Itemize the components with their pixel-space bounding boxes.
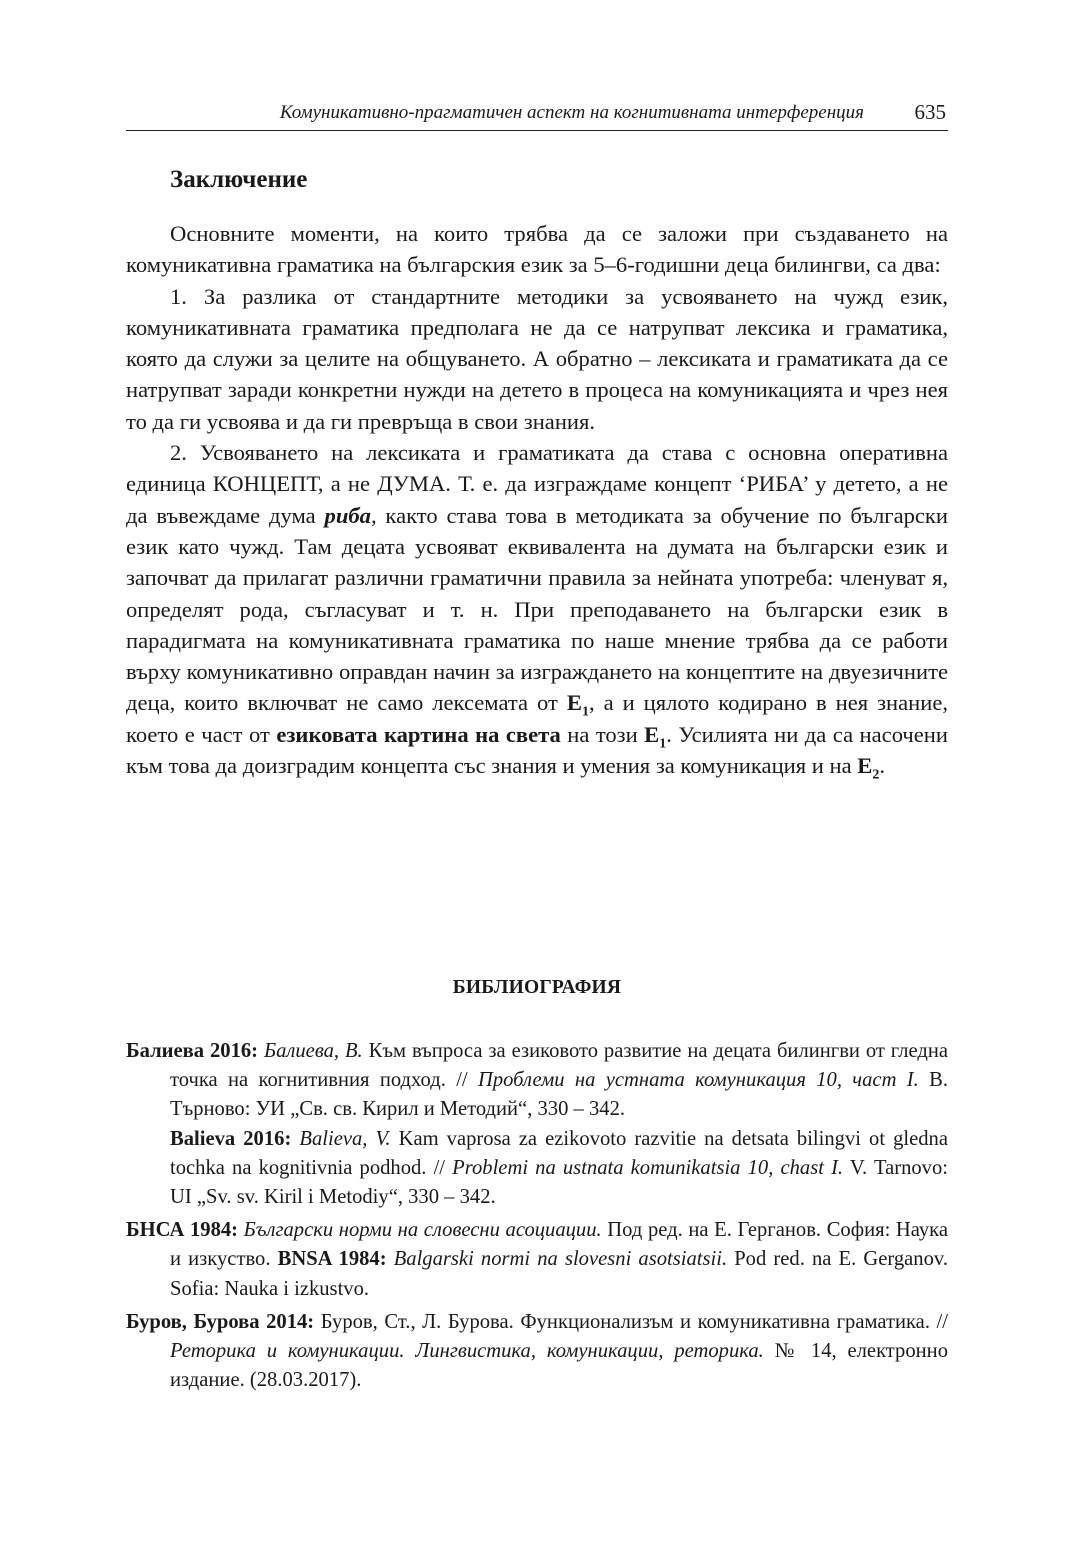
bib-text: Буров, Ст., Л. Бурова. Функционализъм и комуникативна граматика. //	[314, 1310, 948, 1333]
bib-entry	[126, 1308, 948, 1396]
bib-key: BNSA 1984:	[277, 1248, 387, 1271]
bib-source: Balgarski normi na slovesni asotsiatsii.	[393, 1248, 728, 1271]
text-run: 2. Усвояването на лексиката и граматиката да става с основна оперативна единица КОНЦЕПТ, а не ДУМА. Т. е. да изграждаме концепт ‘РИБА’ у детето, а не да въвеждаме дума	[126, 440, 948, 528]
bib-source: Български норми на словесни асоциации.	[243, 1219, 602, 1242]
bib-entry	[126, 1216, 948, 1304]
symbol-letter: Е	[566, 690, 582, 716]
bib-source: Problemi na ustnata komunikatsia 10, chast I.	[452, 1156, 844, 1179]
text-run: . Усилията ни да са насочени към това да доизградим концепта със знания и умения за комуникация и на	[126, 721, 948, 779]
bib-source: Реторика и комуникации. Лингвистика, комуникации, реторика.	[170, 1340, 764, 1363]
language-symbol-e1	[644, 721, 667, 752]
bib-key: БНСА 1984:	[126, 1219, 239, 1242]
bib-key: Балиева 2016:	[126, 1040, 259, 1062]
conclusion-body	[126, 218, 948, 781]
text-run: , а и цялото кодирано в нея знание, което е част от	[126, 690, 948, 747]
bib-key: Balieva 2016:	[170, 1127, 292, 1150]
bib-source: Проблеми на устната комуникация 10, част I.	[477, 1069, 919, 1092]
bib-author: Балиева, В.	[263, 1040, 363, 1062]
bib-author: Balieva, V.	[299, 1127, 391, 1150]
text-run: на този	[560, 721, 645, 747]
bib-text: Pod red. na E. Gerganov. Sofia: Nauka i izkustvo.	[170, 1248, 949, 1300]
bib-text: № 14, електронно издание. (28.03.2017).	[170, 1340, 948, 1392]
symbol-subscript: 2	[872, 767, 880, 783]
section-heading-conclusion: Заключение	[170, 166, 308, 193]
language-symbol-e2	[857, 753, 880, 783]
bib-transliteration	[170, 1125, 948, 1213]
symbol-letter: Е	[857, 753, 873, 779]
paragraph-point-1: 1. За разлика от стандартните методики за усвояването на чужд език, комуникативната граматика предполага не да се натрупват лексика и граматика, която да служи за целите на общуването. А обратно – лексиката и граматиката да се натрупват заради конкретни нужди на детето в процеса на комуникацията и чрез нея то да ги усвоява и да ги превръща в свои знания.	[126, 283, 948, 434]
text-run: , както става това в методиката за обучение по български език като чужд. Там децата усвояват еквивалента на думата на български език и започват да прилагат различни граматични правила за нейната употреба: членуват я, определят рода, съгласуват и т. н. При преподаването на български език в парадигмата на комуникативната граматика по наше мнение трябва да се работи върху комуникативно оправдан начин за изграждането на концептите на двуезичните деца, които включват не само лексемата от	[126, 502, 948, 716]
bib-text: Под ред. на Е. Герганов. София: Наука и изкуство.	[170, 1219, 949, 1271]
running-title: Комуникативно-прагматичен аспект на когнитивната интерференция	[279, 102, 864, 123]
bib-key: Буров, Бурова 2014:	[126, 1310, 315, 1333]
text-run: .	[879, 753, 886, 779]
bold-phrase: езиковата картина на света	[276, 721, 561, 747]
bib-text: В. Търново: УИ „Св. св. Кирил и Методий“, 330 – 342.	[170, 1069, 948, 1121]
paragraph-point-2	[126, 437, 948, 781]
symbol-subscript: 1	[659, 736, 667, 752]
bib-entry	[126, 1037, 948, 1212]
bib-text: Към въпроса за езиковото развитие на децата билингви от гледна точка на когнитивния подход. //	[170, 1040, 948, 1092]
paragraph-intro: Основните моменти, на които трябва да се заложи при създаването на комуникативна граматика на българския език за 5–6-годишни деца билингви, са два:	[126, 221, 948, 278]
symbol-subscript: 1	[581, 704, 589, 720]
bibliography-list	[126, 1037, 948, 1399]
language-symbol-e1	[566, 690, 589, 720]
emphasized-word: риба	[324, 502, 371, 528]
symbol-letter: Е	[644, 721, 660, 747]
page-number: 635	[914, 100, 946, 124]
bib-text: V. Tarnovo: UI „Sv. sv. Kiril i Metodiy“, 330 – 342.	[170, 1156, 949, 1209]
bibliography-heading: БИБЛИОГРАФИЯ	[452, 977, 622, 998]
running-head	[126, 100, 948, 131]
bib-text: Kam vaprosa za ezikovoto razvitie na detsata bilingvi ot gledna tochka na kognitivnia podhod. //	[170, 1127, 948, 1179]
